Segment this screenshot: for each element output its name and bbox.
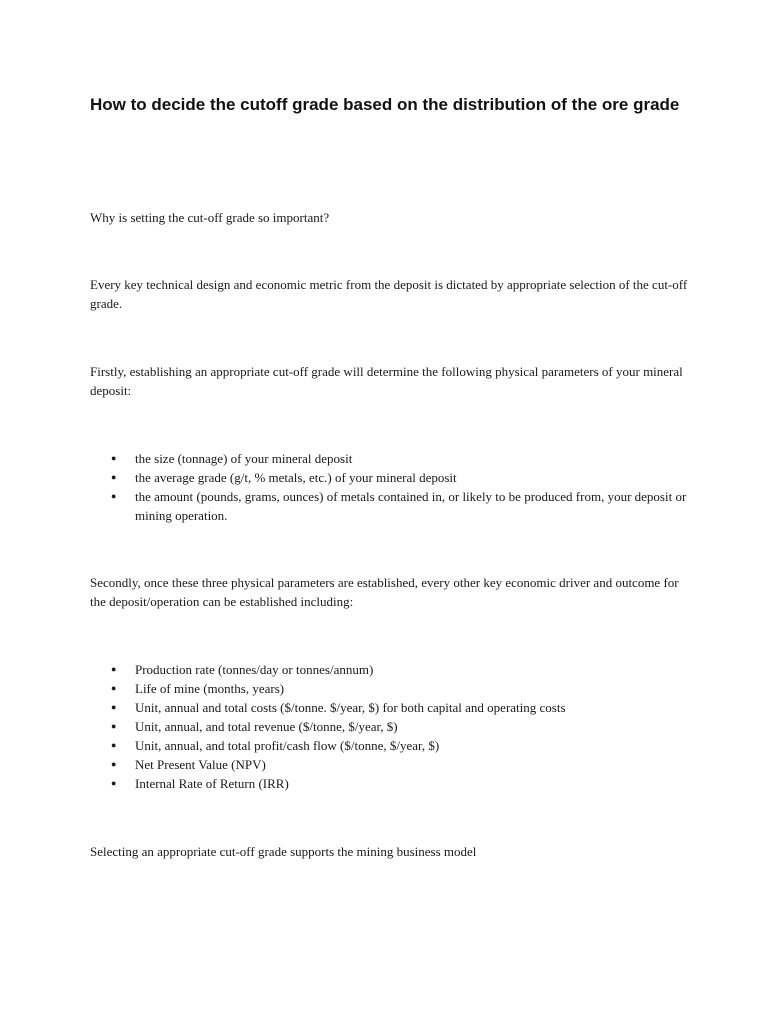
paragraph-key-design-metrics: Every key technical design and economic metric from the deposit is dictated by appropriate selection of the cut-off grade. [90, 277, 688, 311]
bullet-icon: ● [111, 702, 117, 712]
paragraph-secondly: Secondly, once these three physical parameters are established, every other key economic driver and outcome for the deposit/operation can be established including: [90, 575, 679, 609]
list-item [90, 717, 690, 736]
bullet-icon: ● [111, 740, 117, 750]
paragraph-firstly: Firstly, establishing an appropriate cut-off grade will determine the following physical parameters of your mineral deposit: [90, 364, 683, 398]
list-item [90, 755, 690, 774]
list-item [90, 679, 690, 698]
bullet-icon: ● [111, 778, 117, 788]
bullet-icon: ● [111, 721, 117, 731]
list-item-text: the size (tonnage) of your mineral deposit [135, 451, 353, 466]
list-item [90, 449, 690, 468]
bullet-icon: ● [111, 664, 117, 674]
list-item-text: Unit, annual, and total profit/cash flow ($/tonne, $/year, $) [135, 738, 440, 753]
list-item-text: Internal Rate of Return (IRR) [135, 776, 289, 791]
bullet-icon: ● [111, 491, 117, 501]
list-item-text: Unit, annual and total costs ($/tonne. $/year, $) for both capital and operating costs [135, 700, 566, 715]
list-item [90, 468, 690, 487]
document-title: How to decide the cutoff grade based on the distribution of the ore grade [90, 95, 680, 114]
bullet-icon: ● [111, 472, 117, 482]
list-item [90, 736, 690, 755]
list-item [90, 660, 690, 679]
bullet-icon: ● [111, 453, 117, 463]
list-item [90, 487, 690, 525]
list-item-text: the amount (pounds, grams, ounces) of metals contained in, or likely to be produced from, your deposit or mining operation. [135, 489, 687, 523]
bullet-icon: ● [111, 759, 117, 769]
paragraph-why-important: Why is setting the cut-off grade so important? [90, 210, 330, 225]
economic-drivers-list [90, 660, 690, 793]
list-item-text: Net Present Value (NPV) [135, 757, 266, 772]
list-item-text: Unit, annual, and total revenue ($/tonne, $/year, $) [135, 719, 398, 734]
list-item-text: Life of mine (months, years) [135, 681, 285, 696]
paragraph-business-model: Selecting an appropriate cut-off grade supports the mining business model [90, 844, 477, 859]
list-item-text: Production rate (tonnes/day or tonnes/annum) [135, 662, 374, 677]
list-item [90, 698, 690, 717]
bullet-icon: ● [111, 683, 117, 693]
list-item-text: the average grade (g/t, % metals, etc.) of your mineral deposit [135, 470, 457, 485]
list-item [90, 774, 690, 793]
physical-parameters-list [90, 449, 690, 525]
